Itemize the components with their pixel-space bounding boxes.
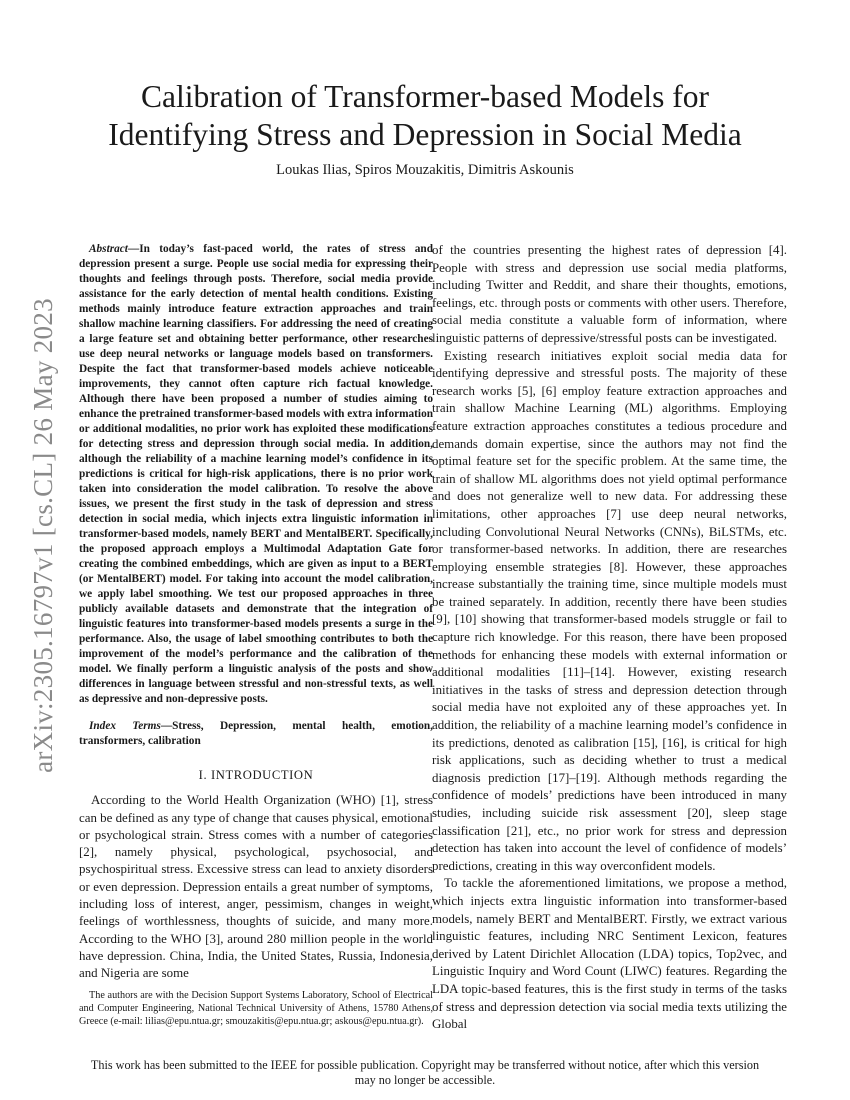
paragraph-continuation: of the countries presenting the highest rates of depression [4]. People with stress and depression use social media platforms, including Twitter and Reddit, and share their thoughts, emotions, feelings, etc. through posts or comments with other users. Therefore, social media constitute a valuable form of information, where linguistic patterns of depressive/stressful posts can be investigated.	[432, 243, 787, 345]
author-list: Loukas Ilias, Spiros Mouzakitis, Dimitris Askounis	[276, 162, 574, 178]
index-terms-text: —Stress, Depression, mental health, emotion, transformers, calibration	[79, 720, 433, 747]
paper-title	[60, 78, 790, 154]
arxiv-id-text: arXiv:2305.16797v1 [cs.CL] 26 May 2023	[27, 297, 58, 773]
abstract	[79, 242, 433, 707]
section-heading-introduction: I. INTRODUCTION	[198, 768, 314, 782]
title-line-2: Identifying Stress and Depression in Social Media	[108, 117, 742, 152]
left-column	[79, 242, 433, 983]
paragraph-proposed-method: To tackle the aforementioned limitations, we propose a method, which injects extra linguistic information into transformer-based models, namely BERT and MentalBERT. Firstly, we extract various linguistic features, including NRC Sentiment Lexicon, features derived by Latent Dirichlet Allocation (LDA) topics, Top2vec, and Linguistic Inquiry and Word Count (LIWC) features. Regarding the LDA topic-based features, this is the first study in terms of the tasks of stress and depression detection via social media texts utilizing the Global	[432, 876, 787, 1032]
footer-line-1: This work has been submitted to the IEEE for possible publication. Copyright may be transferred without notice, after which this version	[90, 1058, 760, 1072]
arxiv-identifier	[18, 275, 68, 795]
index-terms	[79, 719, 433, 749]
page-footer	[60, 1058, 790, 1088]
author-affiliation-footnote: The authors are with the Decision Support Systems Laboratory, School of Electrical and Computer Engineering, National Technical University of Athens, 15780 Athens, Greece (e-mail: lilias@epu.ntua.gr; smouzakitis@epu.ntua.gr; askous@epu.ntua.gr).	[79, 990, 433, 1028]
right-column	[432, 242, 787, 1034]
intro-paragraph-left: According to the World Health Organization (WHO) [1], stress can be defined as any type of change that causes physical, emotional or psychological strain. Stress comes with a number of categories [2], namely physical, psychological, psychosocial, and psychospiritual stress. Excessive stress can lead to anxiety disorders or even depression. Depression entails a great number of symptoms, including loss of interest, anger, pessimism, changes in weight, feelings of worthlessness, thoughts of suicide, and many more. According to the WHO [3], around 280 million people in the world have depression. China, India, the United States, Russia, Indonesia, and Nigeria are some	[79, 793, 433, 981]
footer-line-2: may no longer be accessible.	[354, 1073, 496, 1087]
title-line-1: Calibration of Transformer-based Models for	[140, 79, 709, 114]
abstract-lead: Abstract	[89, 243, 128, 255]
paragraph-existing-research: Existing research initiatives exploit social media data for identifying depressive and stressful posts. The majority of these research works [5], [6] employ feature extraction approaches and train shallow Machine Learning (ML) algorithms. Employing feature extraction approaches constitutes a tedious procedure and demands domain expertise, since the authors may not find the optimal feature set for the specific problem. At the same time, the train of shallow ML algorithms does not yield optimal performance and does not generalize well to new data. For addressing these limitations, other approaches [7] use deep neural networks, including Convolutional Neural Networks (CNNs), BiLSTMs, etc. or transformer-based networks. In addition, there are researches employing ensemble strategies [8]. However, these approaches increase substantially the training time, since multiple models must be trained separately. In addition, recently there have been studies [9], [10] showing that transformer-based models struggle or fail to capture rich knowledge. For this reason, there have been proposed methods for enhancing these models with external information or additional modalities [11]–[14]. However, existing research initiatives in the tasks of stress and depression detection through social media have not exploited any of these approaches yet. In addition, the reliability of a machine learning model’s confidence in its predictions, denoted as calibration [15], [16], is critical for high risk applications, such as deciding whether to trust a medical diagnosis prediction [17]–[19]. Although methods regarding the confidence of models’ predictions have been introduced in many studies, including suicide risk assessment [20], sleep stage classification [21], etc., no prior work for stress and depression detection has taken into account the level of confidence of models’ predictions, creating in this way overconfident models.	[432, 348, 787, 873]
abstract-text: —In today’s fast-paced world, the rates of stress and depression present a surge. People use social media for expressing their thoughts and feelings through posts. Therefore, social media provide assistance for the early detection of mental health conditions. Existing methods mainly introduce feature extraction approaches and train shallow machine learning classifiers. For addressing the need of creating a large feature set and obtaining better performance, other researches use deep neural networks or language models based on transformers. Despite the fact that transformer-based models achieve noticeable improvements, they cannot often capture rich factual knowledge. Although there have been proposed a number of studies aiming to enhance the pretrained transformer-based models with extra information or additional modalities, no prior work has exploited these modifications for detecting stress and depression through social media. In addition, although the reliability of a machine learning model’s confidence in its predictions is critical for high-risk applications, there is no prior work taken into consideration the model calibration. To resolve the above issues, we present the first study in the task of depression and stress detection in social media, which injects extra linguistic information in transformer-based models, namely BERT and MentalBERT. Specifically, the proposed approach employs a Multimodal Adaptation Gate for creating the combined embeddings, which are given as input to a BERT (or MentalBERT) model. For taking into account the model calibration, we apply label smoothing. We test our proposed approaches in three publicly available datasets and demonstrate that the integration of linguistic features into transformer-based models presents a surge in the performance. Also, the usage of label smoothing contributes to both the improvement of the model’s performance and the calibration of the model. We finally perform a linguistic analysis of the posts and show differences in language between stressful and non-stressful texts, as well as depressive and non-depressive posts.	[79, 243, 433, 705]
index-terms-lead: Index Terms	[89, 720, 161, 732]
